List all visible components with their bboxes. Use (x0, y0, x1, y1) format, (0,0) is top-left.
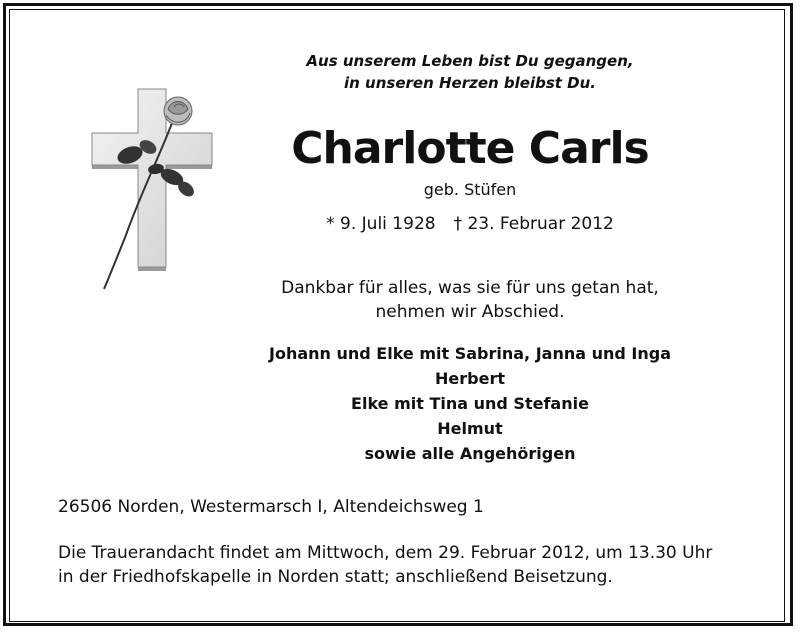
mourner-line: Elke mit Tina und Stefanie (351, 394, 589, 413)
address: 26506 Norden, Westermarsch I, Altendeichsweg 1 (58, 497, 484, 517)
death-date: † 23. Februar 2012 (453, 214, 614, 234)
motto-line: in unseren Herzen bleibst Du. (344, 74, 596, 92)
service-info (58, 541, 712, 589)
life-dates (260, 214, 680, 234)
mourner-line: Johann und Elke mit Sabrina, Janna und Inga (269, 344, 671, 363)
mourner-line: Helmut (437, 419, 503, 438)
service-line: Die Trauerandacht findet am Mittwoch, dem 29. Februar 2012, um 13.30 Uhr (58, 543, 713, 563)
deceased-name: Charlotte Carls (291, 123, 649, 174)
cross-with-rose-icon (90, 85, 220, 295)
birth-date: * 9. Juli 1928 (326, 214, 436, 234)
birth-name: geb. Stüfen (423, 180, 517, 199)
motto-line: Aus unserem Leben bist Du gegangen, (306, 52, 634, 70)
service-line: in der Friedhofskapelle in Norden statt; anschließend Beisetzung. (58, 567, 613, 587)
thanks-line: nehmen wir Abschied. (375, 302, 565, 322)
motto (260, 50, 680, 94)
mourners-list (260, 341, 680, 466)
thanks-line: Dankbar für alles, was sie für uns getan hat, (281, 278, 659, 298)
mourner-line: sowie alle Angehörigen (364, 444, 576, 463)
mourner-line: Herbert (435, 369, 505, 388)
thanks-text (260, 276, 680, 324)
